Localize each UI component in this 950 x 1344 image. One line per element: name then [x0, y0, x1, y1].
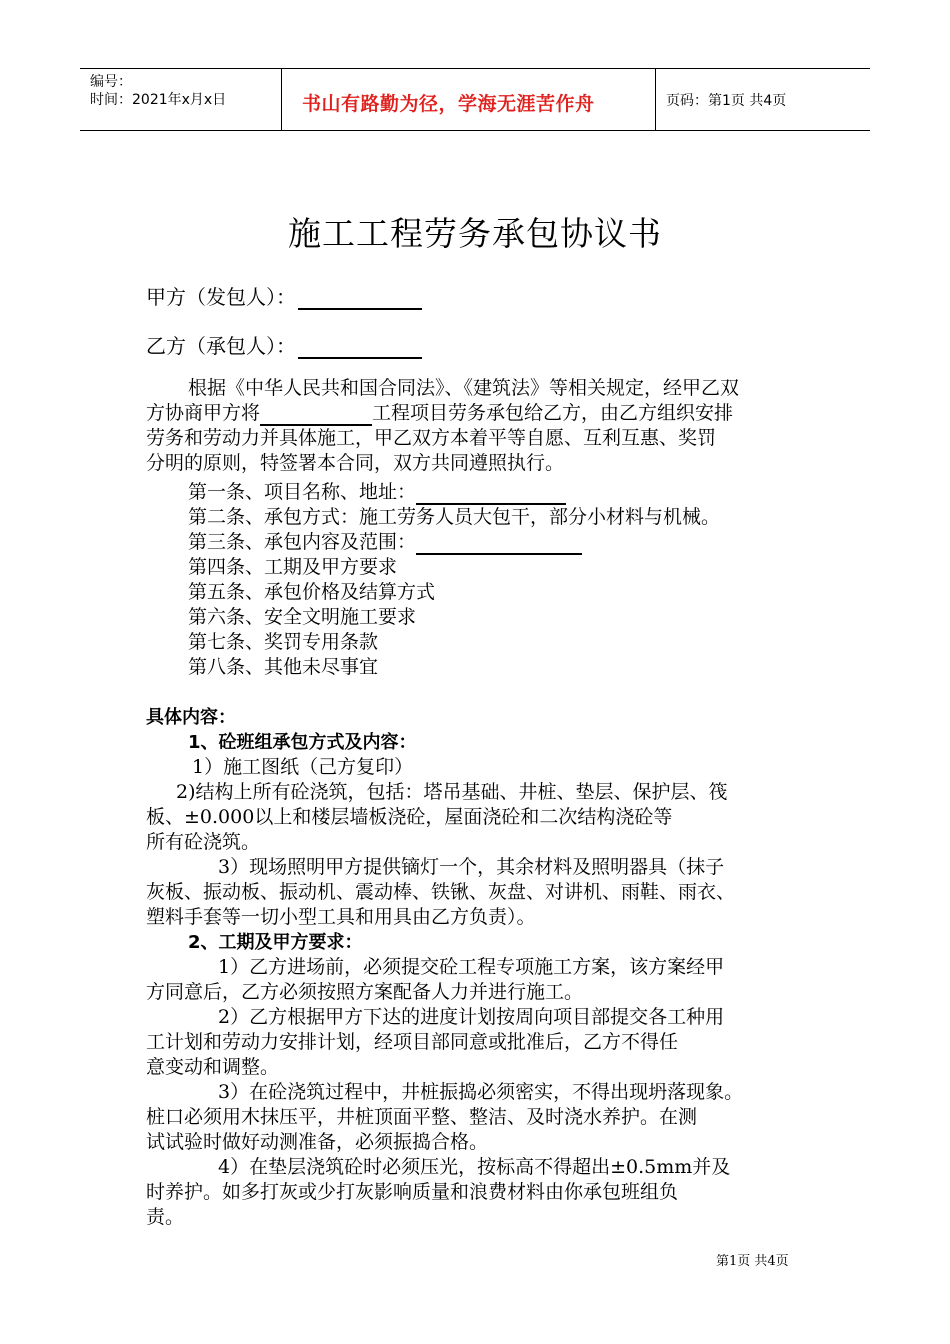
- section-2-line: 1）乙方进场前，必须提交砼工程专项施工方案，该方案经甲: [218, 956, 725, 978]
- section-1-line: 3）现场照明甲方提供镝灯一个，其余材料及照明器具（抹子: [218, 856, 725, 878]
- header-bar: [80, 68, 870, 131]
- header-meta-cell: [80, 69, 281, 130]
- party-b-blank: [298, 337, 422, 359]
- section-1-line: 1）施工图纸（己方复印）: [192, 756, 414, 778]
- page-footer: 第1页 共4页: [716, 1254, 789, 1269]
- article-3-blank: [416, 533, 582, 555]
- section-2-line: 2）乙方根据甲方下达的进度计划按周向项目部提交各工种用: [218, 1006, 725, 1028]
- header-page-cell: [656, 69, 870, 130]
- section-1-line: 2)结构上所有砼浇筑，包括：塔吊基础、井桩、垫层、保护层、筏: [176, 781, 728, 803]
- article-item: 第三条、承包内容及范围：: [146, 530, 810, 555]
- project-name-blank: [260, 404, 372, 426]
- section-2-line: 责。: [146, 1206, 185, 1228]
- section-2-line: 意变动和调整。: [146, 1056, 280, 1078]
- header-motto-cell: [281, 69, 656, 130]
- section-1-line: 所有砼浇筑。: [146, 831, 261, 853]
- party-a-line: [146, 281, 422, 310]
- header-page-info: 页码：第1页 共4页: [666, 93, 787, 109]
- document-date: 时间：2021年x月x日: [90, 92, 227, 108]
- party-b-line: [146, 330, 422, 359]
- articles-list: [146, 480, 810, 680]
- section-2-line: 4）在垫层浇筑砼时必须压光，按标高不得超出±0.5mm并及: [218, 1156, 731, 1178]
- section-2-heading: 2、工期及甲方要求：: [188, 932, 363, 953]
- article-item: 第七条、奖罚专用条款: [188, 631, 379, 653]
- section-2-line: 时养护。如多打灰或少打灰影响质量和浪费材料由你承包班组负: [146, 1181, 679, 1203]
- article-item: 第八条、其他未尽事宜: [188, 656, 379, 678]
- preamble-line: 分明的原则，特签署本合同，双方共同遵照执行。: [146, 452, 565, 474]
- party-a-label: 甲方（发包人）：: [146, 285, 296, 309]
- section-1-heading: 1、砼班组承包方式及内容：: [188, 732, 417, 753]
- section-2-line: 试试验时做好动测准备，必须振捣合格。: [146, 1131, 489, 1153]
- article-item: 第四条、工期及甲方要求: [188, 556, 398, 578]
- preamble-line: 方协商甲方将 工程项目劳务承包给乙方，由乙方组织安排: [146, 402, 734, 424]
- document-title: 施工工程劳务承包协议书: [288, 214, 662, 253]
- article-item: 第五条、承包价格及结算方式: [188, 581, 436, 603]
- section-1-line: 板、±0.000以上和楼层墙板浇砼，屋面浇砼和二次结构浇砼等: [146, 806, 673, 828]
- preamble-line: 根据《中华人民共和国合同法》、《建筑法》等相关规定，经甲乙双: [188, 377, 740, 399]
- party-a-blank: [298, 288, 422, 310]
- section-1-line: 塑料手套等一切小型工具和用具由乙方负责）。: [146, 906, 536, 928]
- section-2-line: 方同意后，乙方必须按照方案配备人力并进行施工。: [146, 981, 584, 1003]
- preamble-line: 劳务和劳动力并具体施工，甲乙双方本着平等自愿、互利互惠、奖罚: [146, 427, 717, 449]
- details-heading: 具体内容：: [146, 707, 236, 728]
- article-item: 第二条、承包方式：施工劳务人员大包干，部分小材料与机械。: [188, 506, 721, 528]
- article-item: 第六条、安全文明施工要求: [188, 606, 417, 628]
- section-2-line: 桩口必须用木抹压平，井桩顶面平整、整洁、及时浇水养护。在测: [146, 1106, 698, 1128]
- section-2-line: 工计划和劳动力安排计划，经项目部同意或批准后，乙方不得任: [146, 1031, 679, 1053]
- header-motto: 书山有路勤为径，学海无涯苦作舟: [302, 93, 595, 115]
- section-2-line: 3）在砼浇筑过程中，井桩振捣必须密实，不得出现坍落现象。: [218, 1081, 744, 1103]
- party-b-label: 乙方（承包人）：: [146, 334, 296, 358]
- document-number-label: 编号：: [90, 74, 132, 90]
- article-item: 第一条、项目名称、地址：: [146, 480, 810, 505]
- details-section: [146, 705, 810, 1230]
- preamble-paragraph: [146, 376, 810, 476]
- article-1-blank: [416, 483, 566, 505]
- section-1-line: 灰板、振动板、振动机、震动棒、铁锹、灰盘、对讲机、雨鞋、雨衣、: [146, 881, 736, 903]
